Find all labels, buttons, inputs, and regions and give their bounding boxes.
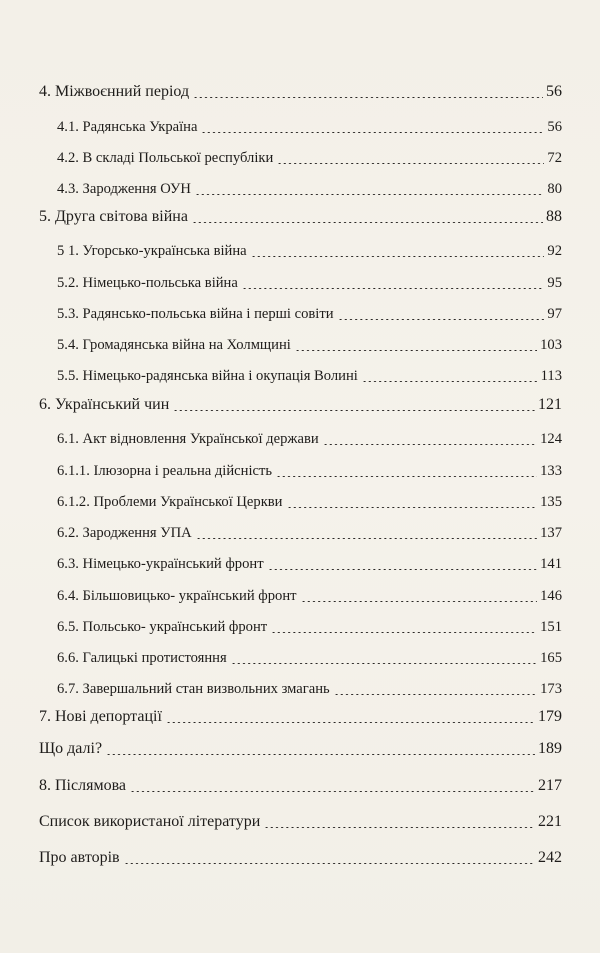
toc-entry-title: 6.1.2. Проблеми Української Церкви (57, 494, 283, 510)
dot-leader (251, 256, 545, 257)
dot-leader (338, 319, 545, 320)
toc-entry-title: 4.1. Радянська Україна (57, 119, 198, 135)
toc-entry (57, 364, 562, 388)
dot-leader (130, 791, 535, 792)
dot-leader (268, 569, 538, 570)
dot-leader (196, 538, 537, 539)
toc-entry-title: 8. Післямова (39, 777, 127, 794)
toc-entry-title: 5. Друга світова війна (39, 208, 188, 225)
toc-entry (39, 846, 562, 870)
toc-entry-page: 137 (540, 525, 562, 541)
dot-leader (106, 754, 535, 755)
toc-entry-page: 56 (547, 119, 562, 135)
dot-leader (193, 97, 543, 98)
toc-entry-title: Що далі? (39, 740, 103, 757)
toc-entry-page: 124 (540, 431, 562, 447)
dot-leader (334, 694, 537, 695)
dot-leader (166, 722, 535, 723)
toc-entry (57, 177, 562, 201)
toc-entry (57, 427, 562, 451)
toc-entry-page: 88 (546, 208, 562, 225)
toc-entry-page: 217 (538, 777, 562, 794)
toc-entry (39, 705, 562, 729)
dot-leader (301, 601, 538, 602)
toc-entry (57, 333, 562, 357)
toc-entry (39, 393, 562, 417)
toc-entry-title: 6.3. Німецько-український фронт (57, 556, 264, 572)
toc-entry-page: 221 (538, 813, 562, 830)
toc-entry-title: 4.2. В складі Польської республіки (57, 150, 274, 166)
dot-leader (242, 288, 545, 289)
toc-entry (57, 615, 562, 639)
dot-leader (173, 410, 535, 411)
toc-entry-title: 6.5. Польсько- український фронт (57, 619, 268, 635)
toc-entry-title: 5.3. Радянсько-польська війна і перші совіти (57, 306, 334, 322)
dot-leader (124, 863, 535, 864)
toc-entry-title: 6.4. Більшовицько- український фронт (57, 588, 297, 604)
toc-entry-title: 5 1. Угорсько-українська війна (57, 243, 247, 259)
toc-entry (39, 774, 562, 798)
toc-entry-title: 6.7. Завершальний стан визвольних змагань (57, 681, 330, 697)
toc-entry (57, 521, 562, 545)
toc-entry-title: 5.5. Німецько-радянська війна і окупація Волині (57, 368, 358, 384)
toc-entry-page: 121 (538, 396, 562, 413)
toc-entry (57, 302, 562, 326)
toc-entry (57, 146, 562, 170)
toc-entry (57, 239, 562, 263)
dot-leader (277, 163, 544, 164)
toc-entry-page: 146 (540, 588, 562, 604)
toc-entry-page: 151 (540, 619, 562, 635)
toc-entry-title: 5.2. Німецько-польська війна (57, 275, 238, 291)
dot-leader (276, 476, 537, 477)
toc-entry-title: 6.1.1. Ілюзорна і реальна дійсність (57, 463, 273, 479)
toc-entry (57, 459, 562, 483)
toc-entry-title: 5.4. Громадянська війна на Холмщині (57, 337, 291, 353)
toc-entry (39, 810, 562, 834)
toc-entry-page: 80 (547, 181, 562, 197)
dot-leader (295, 350, 537, 351)
dot-leader (264, 827, 535, 828)
toc-entry (57, 677, 562, 701)
toc-entry-page: 113 (540, 368, 562, 384)
toc-entry-title: 4. Міжвоєнний період (39, 83, 190, 100)
dot-leader (362, 381, 538, 382)
toc-entry-page: 56 (546, 83, 562, 100)
dot-leader (287, 507, 538, 508)
toc-entry (57, 271, 562, 295)
toc-entry-title: 6.6. Галицькі протистояння (57, 650, 227, 666)
toc-entry-page: 92 (547, 243, 562, 259)
toc-entry-page: 242 (538, 849, 562, 866)
dot-leader (271, 632, 537, 633)
toc-entry-title: Про авторів (39, 849, 120, 866)
dot-leader (323, 444, 537, 445)
toc-entry-title: 4.3. Зародження ОУН (57, 181, 191, 197)
toc-entry-page: 103 (540, 337, 562, 353)
toc-entry (39, 80, 562, 104)
toc-entry-page: 179 (538, 708, 562, 725)
dot-leader (195, 194, 545, 195)
dot-leader (201, 132, 544, 133)
toc-entry-page: 189 (538, 740, 562, 757)
toc-entry-page: 173 (540, 681, 562, 697)
toc-entry (57, 646, 562, 670)
toc-entry-title: 7. Нові депортації (39, 708, 162, 725)
dot-leader (231, 663, 537, 664)
toc-entry-title: 6.2. Зародження УПА (57, 525, 192, 541)
toc-entry-page: 141 (540, 556, 562, 572)
toc-entry-page: 133 (540, 463, 562, 479)
toc-entry-title: 6. Український чин (39, 396, 170, 413)
toc-entry (57, 490, 562, 514)
toc-entry (57, 584, 562, 608)
toc-entry (39, 205, 562, 229)
toc-entry-page: 72 (547, 150, 562, 166)
toc-entry-page: 135 (540, 494, 562, 510)
toc-entry-title: 6.1. Акт відновлення Української держави (57, 431, 319, 447)
toc-entry (39, 737, 562, 761)
toc-entry-title: Список використаної літератури (39, 813, 261, 830)
toc-entry-page: 165 (540, 650, 562, 666)
toc-entry-page: 95 (547, 275, 562, 291)
dot-leader (192, 222, 543, 223)
toc-entry (57, 552, 562, 576)
toc-entry (57, 115, 562, 139)
toc-entry-page: 97 (547, 306, 562, 322)
